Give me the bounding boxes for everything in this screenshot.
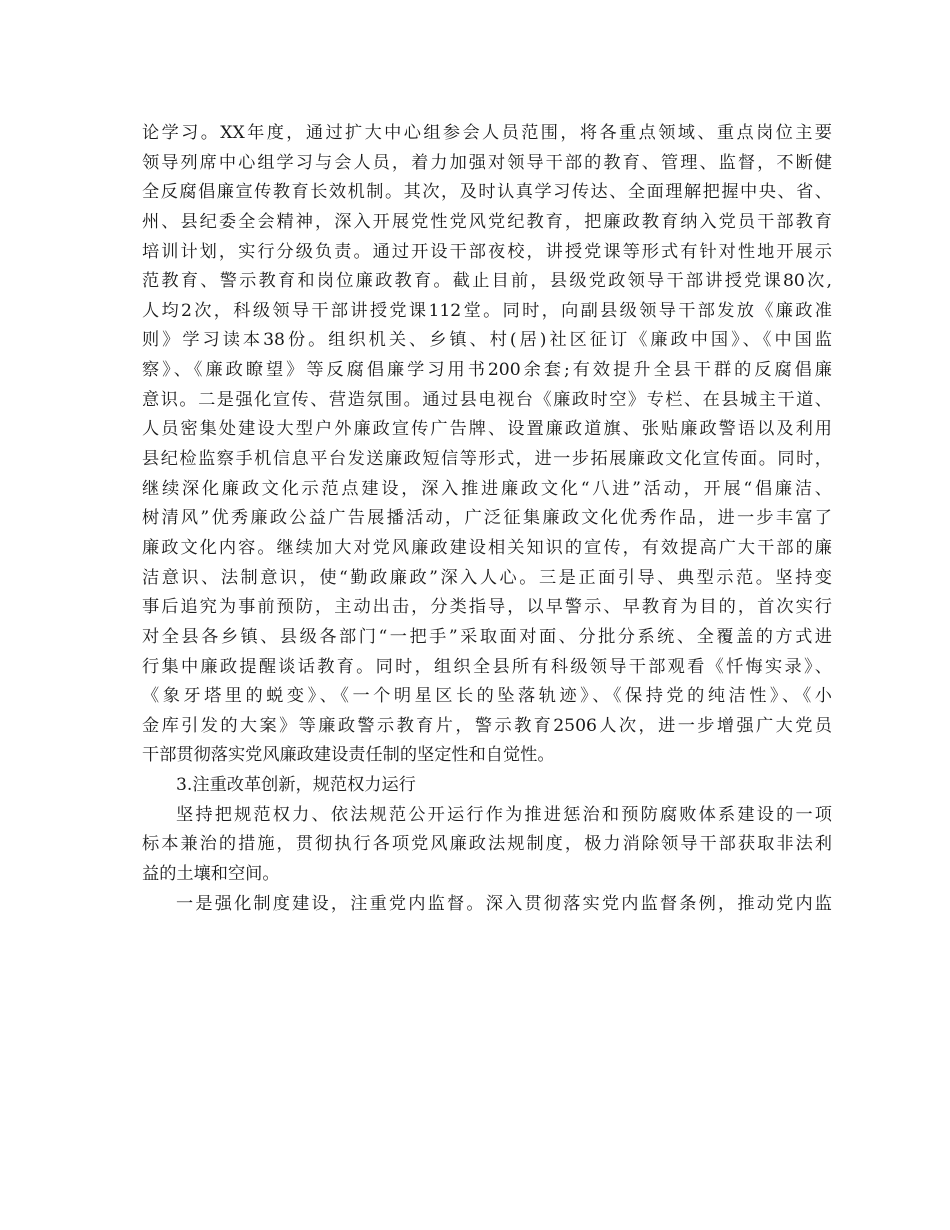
text-line-paragraph-end: 益的土壤和空间。 bbox=[142, 864, 280, 885]
text-line: 洁意识、法制意识，使“勤政廉政”深入人心。三是正面引导、典型示范。坚持变 bbox=[142, 567, 832, 588]
text-line: 行集中廉政提醒谈话教育。同时，组织全县所有科级领导干部观看《忏悔实录》、 bbox=[142, 656, 832, 677]
text-line: 继续深化廉政文化示范点建设，深入推进廉政文化“八进”活动，开展“倡廉洁、 bbox=[142, 478, 832, 499]
text-line-paragraph-end: 干部贯彻落实党风廉政建设责任制的坚定性和自觉性。 bbox=[142, 745, 555, 766]
text-line: 对全县各乡镇、县级各部门“一把手”采取面对面、分批分系统、全覆盖的方式进 bbox=[142, 626, 832, 647]
text-line: 范教育、警示教育和岗位廉政教育。截止目前，县级党政领导干部讲授党课80次, bbox=[142, 271, 832, 292]
text-line: 树清风”优秀廉政公益广告展播活动，广泛征集廉政文化优秀作品，进一步丰富了 bbox=[142, 508, 832, 529]
text-line: 事后追究为事前预防，主动出击，分类指导，以早警示、早教育为目的，首次实行 bbox=[142, 597, 832, 618]
text-line: 《象牙塔里的蜕变》、《一个明星区长的坠落轨迹》、《保持党的纯洁性》、《小 bbox=[142, 686, 832, 707]
text-line: 意识。二是强化宣传、营造氛围。通过县电视台《廉政时空》专栏、在县城主干道、 bbox=[142, 389, 832, 410]
text-line: 县纪检监察手机信息平台发送廉政短信等形式，进一步拓展廉政文化宣传面。同时， bbox=[142, 449, 832, 470]
text-line: 标本兼治的措施，贯彻执行各项党风廉政法规制度，极力消除领导干部获取非法利 bbox=[142, 834, 832, 855]
text-line: 人均2次，科级领导干部讲授党课112堂。同时，向副县级领导干部发放《廉政准 bbox=[142, 300, 832, 321]
text-line-paragraph-start: 一是强化制度建设，注重党内监督。深入贯彻落实党内监督条例，推动党内监 bbox=[176, 893, 832, 914]
document-body bbox=[142, 119, 832, 919]
text-line: 人员密集处建设大型户外廉政宣传广告牌、设置廉政道旗、张贴廉政警语以及利用 bbox=[142, 419, 832, 440]
section-heading: 3.注重改革创新，规范权力运行 bbox=[176, 775, 416, 796]
text-line: 察》、《廉政瞭望》等反腐倡廉学习用书200余套;有效提升全县干群的反腐倡廉 bbox=[142, 360, 832, 381]
text-line: 培训计划，实行分级负责。通过开设干部夜校，讲授党课等形式有针对性地开展示 bbox=[142, 241, 832, 262]
text-line: 全反腐倡廉宣传教育长效机制。其次，及时认真学习传达、全面理解把握中央、省、 bbox=[142, 182, 832, 203]
text-line: 领导列席中心组学习与会人员，着力加强对领导干部的教育、管理、监督，不断健 bbox=[142, 152, 832, 173]
text-line: 廉政文化内容。继续加大对党风廉政建设相关知识的宣传，有效提高广大干部的廉 bbox=[142, 537, 832, 558]
text-line: 金库引发的大案》等廉政警示教育片，警示教育2506人次，进一步增强广大党员 bbox=[142, 715, 832, 736]
text-line: 论学习。XX年度，通过扩大中心组参会人员范围，将各重点领域、重点岗位主要 bbox=[142, 123, 832, 143]
text-line-paragraph-start: 坚持把规范权力、依法规范公开运行作为推进惩治和预防腐败体系建设的一项 bbox=[176, 804, 832, 825]
text-line: 州、县纪委全会精神，深入开展党性党风党纪教育，把廉政教育纳入党员干部教育 bbox=[142, 211, 832, 232]
text-line: 则》学习读本38份。组织机关、乡镇、村(居)社区征订《廉政中国》、《中国监 bbox=[142, 330, 832, 351]
